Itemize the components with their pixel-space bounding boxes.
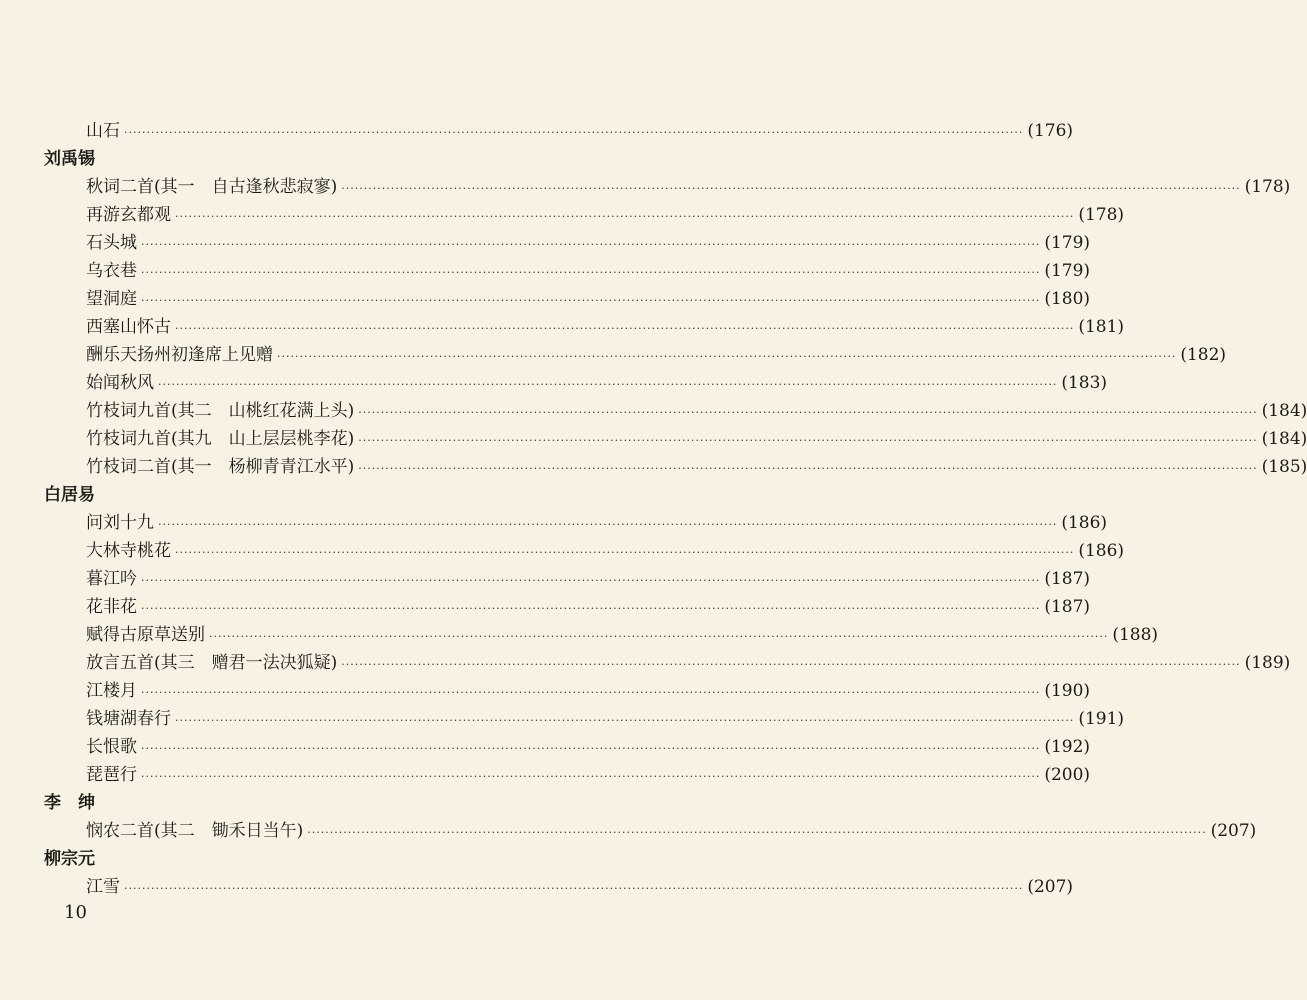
toc-page-number: (180) (1044, 289, 1091, 309)
dot-leader: ········································································································································································································ (141, 574, 1041, 587)
table-of-contents (0, 117, 1307, 901)
toc-page-number: (184) (1261, 429, 1307, 449)
toc-page-number: (186) (1061, 513, 1108, 533)
toc-entry[interactable] (86, 201, 1125, 229)
poem-title: 山石 (86, 121, 120, 141)
poem-title: 钱塘湖春行 (86, 709, 171, 729)
toc-entry[interactable] (86, 257, 1091, 285)
toc-page-number: (184) (1261, 401, 1307, 421)
poem-title: 竹枝词二首(其一 杨柳青青江水平) (86, 457, 355, 477)
toc-entry[interactable] (86, 425, 1307, 453)
dot-leader: ········································································································································································································ (141, 770, 1041, 783)
toc-entry[interactable] (86, 369, 1108, 397)
poem-title: 西塞山怀古 (86, 317, 171, 337)
toc-entry[interactable] (86, 593, 1091, 621)
dot-leader: ········································································································································································································ (277, 350, 1177, 363)
toc-entry[interactable] (86, 537, 1125, 565)
toc-page-number: (179) (1044, 233, 1091, 253)
toc-entry[interactable] (86, 761, 1091, 789)
toc-page-number: (176) (1027, 121, 1074, 141)
toc-entry[interactable] (86, 873, 1074, 901)
toc-entry[interactable] (86, 565, 1091, 593)
poem-title: 石头城 (86, 233, 137, 253)
dot-leader: ········································································································································································································ (307, 826, 1207, 839)
poem-title: 乌衣巷 (86, 261, 137, 281)
toc-page-number: (191) (1078, 709, 1125, 729)
toc-page-number: (189) (1244, 653, 1291, 673)
toc-page-number: (207) (1210, 821, 1257, 841)
toc-entry[interactable] (86, 313, 1125, 341)
dot-leader: ········································································································································································································ (141, 294, 1041, 307)
toc-entry[interactable] (86, 677, 1091, 705)
toc-entry[interactable] (86, 341, 1227, 369)
poem-title: 酬乐天扬州初逢席上见赠 (86, 345, 273, 365)
poem-title: 竹枝词九首(其二 山桃红花满上头) (86, 401, 355, 421)
toc-entry[interactable] (86, 817, 1257, 845)
toc-entry[interactable] (86, 649, 1291, 677)
poem-title: 大林寺桃花 (86, 541, 171, 561)
toc-entry[interactable] (86, 117, 1074, 145)
poem-title: 再游玄都观 (86, 205, 171, 225)
author-heading: 刘禹锡 (44, 149, 95, 169)
dot-leader: ········································································································································································································ (175, 322, 1075, 335)
dot-leader: ········································································································································································································ (341, 182, 1241, 195)
dot-leader: ········································································································································································································ (141, 238, 1041, 251)
dot-leader: ········································································································································································································ (341, 658, 1241, 671)
dot-leader: ········································································································································································································ (175, 210, 1075, 223)
toc-entry[interactable] (86, 509, 1108, 537)
toc-page-number: (188) (1112, 625, 1159, 645)
poem-title: 暮江吟 (86, 569, 137, 589)
toc-entry[interactable] (86, 733, 1091, 761)
poem-title: 始闻秋风 (86, 373, 154, 393)
toc-page-number: (207) (1027, 877, 1074, 897)
toc-entry[interactable] (86, 397, 1307, 425)
dot-leader: ········································································································································································································ (358, 434, 1258, 447)
dot-leader: ········································································································································································································ (209, 630, 1109, 643)
toc-page-number: (181) (1078, 317, 1125, 337)
dot-leader: ········································································································································································································ (358, 406, 1258, 419)
toc-entry[interactable] (86, 621, 1159, 649)
poem-title: 问刘十九 (86, 513, 154, 533)
toc-entry[interactable] (86, 705, 1125, 733)
toc-entry[interactable] (86, 173, 1291, 201)
toc-page-number: (200) (1044, 765, 1091, 785)
poem-title: 放言五首(其三 赠君一法决狐疑) (86, 653, 338, 673)
poem-title: 赋得古原草送别 (86, 625, 205, 645)
poem-title: 花非花 (86, 597, 137, 617)
toc-page-number: (192) (1044, 737, 1091, 757)
toc-page-number: (178) (1244, 177, 1291, 197)
dot-leader: ········································································································································································································ (158, 378, 1058, 391)
toc-page-number: (178) (1078, 205, 1125, 225)
dot-leader: ········································································································································································································ (158, 518, 1058, 531)
poem-title: 望洞庭 (86, 289, 137, 309)
poem-title: 琵琶行 (86, 765, 137, 785)
dot-leader: ········································································································································································································ (124, 882, 1024, 895)
poem-title: 竹枝词九首(其九 山上层层桃李花) (86, 429, 355, 449)
toc-page-number: (182) (1180, 345, 1227, 365)
page-number: 10 (64, 902, 87, 923)
dot-leader: ········································································································································································································ (124, 126, 1024, 139)
dot-leader: ········································································································································································································ (175, 714, 1075, 727)
toc-page-number: (179) (1044, 261, 1091, 281)
dot-leader: ········································································································································································································ (175, 546, 1075, 559)
poem-title: 长恨歌 (86, 737, 137, 757)
poem-title: 秋词二首(其一 自古逢秋悲寂寥) (86, 177, 338, 197)
dot-leader: ········································································································································································································ (141, 686, 1041, 699)
dot-leader: ········································································································································································································ (141, 742, 1041, 755)
dot-leader: ········································································································································································································ (141, 602, 1041, 615)
author-heading: 白居易 (44, 485, 95, 505)
toc-page-number: (190) (1044, 681, 1091, 701)
toc-page-number: (187) (1044, 569, 1091, 589)
toc-entry[interactable] (86, 285, 1091, 313)
poem-title: 悯农二首(其二 锄禾日当午) (86, 821, 304, 841)
toc-entry[interactable] (86, 229, 1091, 257)
dot-leader: ········································································································································································································ (358, 462, 1258, 475)
toc-page-number: (183) (1061, 373, 1108, 393)
toc-page-number: (187) (1044, 597, 1091, 617)
poem-title: 江雪 (86, 877, 120, 897)
toc-page-number: (186) (1078, 541, 1125, 561)
dot-leader: ········································································································································································································ (141, 266, 1041, 279)
author-heading: 李 绅 (44, 793, 95, 813)
poem-title: 江楼月 (86, 681, 137, 701)
toc-entry[interactable] (86, 453, 1307, 481)
toc-page-number: (185) (1261, 457, 1307, 477)
author-heading: 柳宗元 (44, 849, 95, 869)
